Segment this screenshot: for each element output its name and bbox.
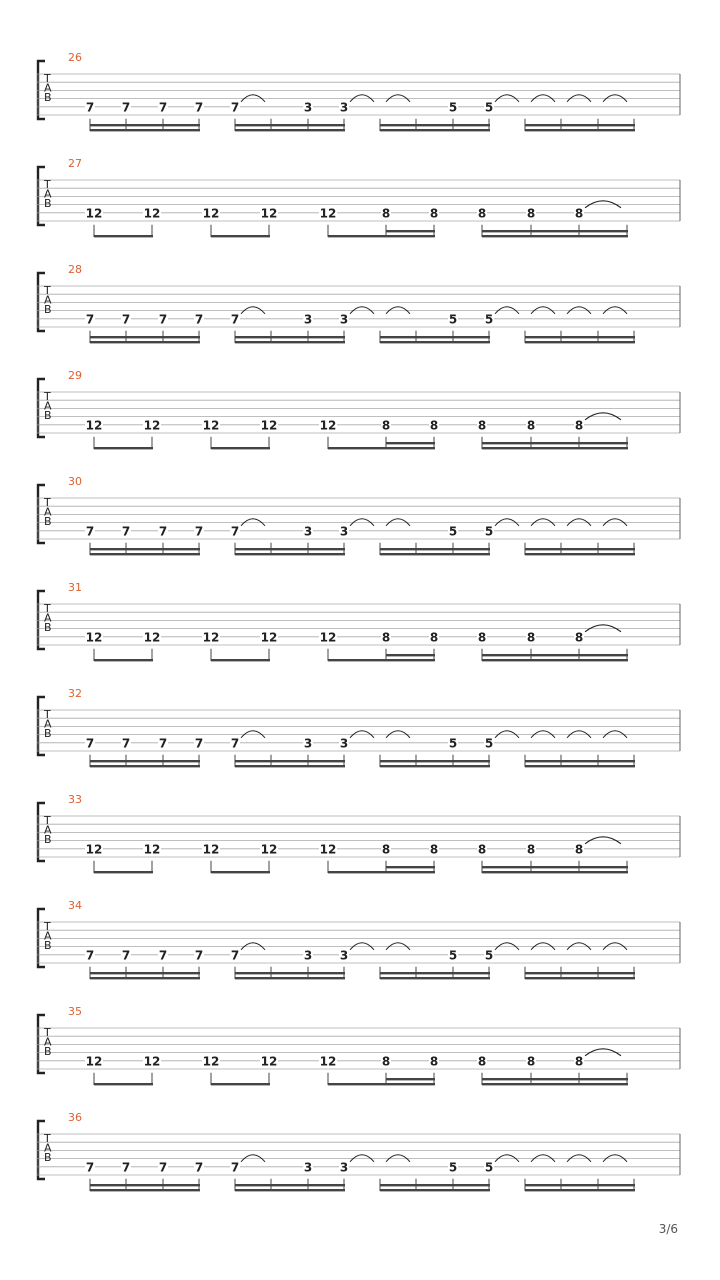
fret-number: 12 <box>319 206 337 221</box>
fret-number: 7 <box>194 524 204 539</box>
fret-number: 12 <box>85 1054 103 1069</box>
measure-number: 26 <box>68 51 82 64</box>
tab-system <box>37 369 680 449</box>
fret-number: 12 <box>85 630 103 645</box>
fret-number: 8 <box>477 842 487 857</box>
beam-secondary <box>525 548 635 550</box>
fret-number: 12 <box>143 206 161 221</box>
measure-number: 32 <box>68 687 82 700</box>
tab-clef-letter: B <box>44 91 52 105</box>
beam-secondary <box>90 1184 200 1186</box>
tab-clef-letter: A <box>44 1035 52 1049</box>
beam <box>94 1083 153 1085</box>
beam <box>94 871 153 873</box>
beam <box>328 871 435 873</box>
tab-clef-letter: A <box>44 293 52 307</box>
fret-number: 8 <box>429 1054 439 1069</box>
fret-number: 12 <box>202 1054 220 1069</box>
beam <box>235 1189 345 1191</box>
beam-secondary <box>235 972 345 974</box>
fret-number: 12 <box>319 842 337 857</box>
beam <box>380 341 490 343</box>
fret-number: 8 <box>381 630 391 645</box>
fret-number: 3 <box>339 100 349 115</box>
beam-secondary <box>380 124 490 126</box>
beam-secondary <box>386 442 435 444</box>
tab-clef-letter: A <box>44 187 52 201</box>
fret-number: 5 <box>484 524 494 539</box>
fret-number: 7 <box>85 524 95 539</box>
tab-clef-letter: A <box>44 823 52 837</box>
fret-number: 8 <box>477 418 487 433</box>
fret-number: 7 <box>230 1160 240 1175</box>
tab-clef-letter: T <box>44 1132 51 1145</box>
tab-clef-letter: B <box>44 621 52 635</box>
fret-number: 8 <box>381 206 391 221</box>
tab-clef-letter: B <box>44 833 52 847</box>
beam <box>94 447 153 449</box>
fret-number: 7 <box>230 100 240 115</box>
measure-number: 27 <box>68 157 82 170</box>
fret-number: 8 <box>526 1054 536 1069</box>
fret-number: 12 <box>202 418 220 433</box>
fret-number: 3 <box>339 736 349 751</box>
tab-clef-letter: T <box>44 284 51 297</box>
beam <box>525 1189 635 1191</box>
beam-secondary <box>525 124 635 126</box>
fret-number: 7 <box>194 736 204 751</box>
beam <box>328 235 435 237</box>
beam-secondary <box>235 124 345 126</box>
beam-secondary <box>380 1184 490 1186</box>
fret-number: 8 <box>477 630 487 645</box>
beam <box>94 659 153 661</box>
fret-number: 7 <box>230 948 240 963</box>
tab-clef-letter: A <box>44 717 52 731</box>
beam <box>380 553 490 555</box>
fret-number: 12 <box>202 206 220 221</box>
beam <box>211 871 270 873</box>
beam-secondary <box>380 760 490 762</box>
beam-secondary <box>380 972 490 974</box>
tab-clef-letter: T <box>44 496 51 509</box>
beam-secondary <box>90 336 200 338</box>
tab-clef-letter: A <box>44 929 52 943</box>
measure-number: 34 <box>68 899 82 912</box>
fret-number: 3 <box>339 1160 349 1175</box>
beam <box>525 553 635 555</box>
measure-number: 31 <box>68 581 82 594</box>
fret-number: 5 <box>448 312 458 327</box>
beam <box>235 977 345 979</box>
beam <box>328 659 435 661</box>
fret-number: 8 <box>381 418 391 433</box>
tab-clef-letter: A <box>44 399 52 413</box>
fret-number: 8 <box>477 1054 487 1069</box>
tab-clef-letter: T <box>44 708 51 721</box>
fret-number: 12 <box>319 630 337 645</box>
fret-number: 8 <box>429 418 439 433</box>
tab-system <box>37 51 680 131</box>
fret-number: 8 <box>574 418 584 433</box>
fret-number: 12 <box>260 1054 278 1069</box>
fret-number: 5 <box>448 948 458 963</box>
beam <box>380 977 490 979</box>
fret-number: 8 <box>526 842 536 857</box>
beam <box>90 129 200 131</box>
fret-number: 12 <box>260 418 278 433</box>
fret-number: 12 <box>85 206 103 221</box>
fret-number: 3 <box>303 100 313 115</box>
beam-secondary <box>482 1078 628 1080</box>
fret-number: 12 <box>143 1054 161 1069</box>
beam <box>235 341 345 343</box>
fret-number: 12 <box>260 842 278 857</box>
tab-system <box>37 687 680 767</box>
beam-secondary <box>525 972 635 974</box>
measure-number: 35 <box>68 1005 82 1018</box>
fret-number: 3 <box>303 312 313 327</box>
beam-secondary <box>90 548 200 550</box>
fret-number: 8 <box>574 630 584 645</box>
fret-number: 7 <box>85 948 95 963</box>
beam <box>90 1189 200 1191</box>
beam-secondary <box>90 972 200 974</box>
beam <box>328 1083 435 1085</box>
fret-number: 8 <box>574 1054 584 1069</box>
beam-secondary <box>386 654 435 656</box>
fret-number: 8 <box>429 630 439 645</box>
fret-number: 7 <box>158 100 168 115</box>
beam <box>90 765 200 767</box>
measure-number: 33 <box>68 793 82 806</box>
fret-number: 8 <box>429 842 439 857</box>
fret-number: 3 <box>339 312 349 327</box>
beam-secondary <box>525 336 635 338</box>
beam <box>235 129 345 131</box>
fret-number: 12 <box>143 418 161 433</box>
beam-secondary <box>90 760 200 762</box>
tab-clef-letter: B <box>44 409 52 423</box>
measure-number: 28 <box>68 263 82 276</box>
tab-clef-letter: B <box>44 727 52 741</box>
beam-secondary <box>386 230 435 232</box>
fret-number: 3 <box>339 948 349 963</box>
tab-clef-letter: B <box>44 1045 52 1059</box>
fret-number: 12 <box>85 842 103 857</box>
fret-number: 5 <box>484 948 494 963</box>
fret-number: 7 <box>194 1160 204 1175</box>
tab-clef-letter: T <box>44 814 51 827</box>
beam-secondary <box>386 866 435 868</box>
measure-number: 29 <box>68 369 82 382</box>
tab-clef-letter: T <box>44 178 51 191</box>
beam <box>380 129 490 131</box>
fret-number: 5 <box>484 1160 494 1175</box>
fret-number: 7 <box>121 736 131 751</box>
beam-secondary <box>386 1078 435 1080</box>
beam <box>525 341 635 343</box>
fret-number: 5 <box>484 736 494 751</box>
fret-number: 12 <box>202 842 220 857</box>
beam-secondary <box>90 124 200 126</box>
fret-number: 12 <box>143 630 161 645</box>
tab-system <box>37 581 680 661</box>
tab-clef-letter: B <box>44 939 52 953</box>
tab-system <box>37 1005 680 1085</box>
tab-system <box>37 899 680 979</box>
page-number: 3/6 <box>658 1222 678 1236</box>
fret-number: 8 <box>574 206 584 221</box>
fret-number: 7 <box>121 524 131 539</box>
fret-number: 5 <box>484 312 494 327</box>
beam-secondary <box>235 1184 345 1186</box>
fret-number: 7 <box>121 948 131 963</box>
beam-secondary <box>482 442 628 444</box>
beam <box>525 765 635 767</box>
beam <box>380 765 490 767</box>
fret-number: 7 <box>158 1160 168 1175</box>
fret-number: 8 <box>429 206 439 221</box>
fret-number: 5 <box>448 100 458 115</box>
tab-system <box>37 263 680 343</box>
fret-number: 7 <box>194 100 204 115</box>
beam-secondary <box>482 654 628 656</box>
fret-number: 7 <box>194 312 204 327</box>
tab-clef-letter: A <box>44 505 52 519</box>
beam <box>525 977 635 979</box>
fret-number: 12 <box>319 1054 337 1069</box>
fret-number: 8 <box>526 630 536 645</box>
fret-number: 12 <box>260 206 278 221</box>
tab-clef-letter: A <box>44 1141 52 1155</box>
beam-secondary <box>235 548 345 550</box>
fret-number: 7 <box>85 312 95 327</box>
fret-number: 12 <box>260 630 278 645</box>
fret-number: 3 <box>303 948 313 963</box>
beam <box>482 447 628 449</box>
tab-system <box>37 475 680 555</box>
fret-number: 12 <box>143 842 161 857</box>
fret-number: 12 <box>85 418 103 433</box>
beam-secondary <box>525 1184 635 1186</box>
beam <box>211 447 270 449</box>
tab-clef-letter: B <box>44 303 52 317</box>
fret-number: 7 <box>158 948 168 963</box>
fret-number: 8 <box>381 842 391 857</box>
fret-number: 3 <box>303 1160 313 1175</box>
tab-clef-letter: T <box>44 72 51 85</box>
fret-number: 8 <box>526 206 536 221</box>
beam-secondary <box>482 866 628 868</box>
tab-clef-letter: T <box>44 390 51 403</box>
beam <box>94 235 153 237</box>
tab-clef-letter: B <box>44 515 52 529</box>
fret-number: 5 <box>448 1160 458 1175</box>
fret-number: 7 <box>158 736 168 751</box>
fret-number: 12 <box>202 630 220 645</box>
beam <box>525 129 635 131</box>
fret-number: 7 <box>121 312 131 327</box>
beam <box>90 341 200 343</box>
fret-number: 8 <box>477 206 487 221</box>
fret-number: 3 <box>339 524 349 539</box>
tab-clef-letter: A <box>44 81 52 95</box>
tab-clef-letter: A <box>44 611 52 625</box>
fret-number: 7 <box>230 736 240 751</box>
beam-secondary <box>380 548 490 550</box>
tab-system <box>37 1111 680 1191</box>
fret-number: 7 <box>85 736 95 751</box>
beam <box>235 765 345 767</box>
tab-clef-letter: T <box>44 602 51 615</box>
tab-clef-letter: B <box>44 197 52 211</box>
tab-system <box>37 157 680 237</box>
beam-secondary <box>235 336 345 338</box>
beam <box>90 977 200 979</box>
fret-number: 3 <box>303 736 313 751</box>
fret-number: 7 <box>85 100 95 115</box>
fret-number: 7 <box>158 312 168 327</box>
beam-secondary <box>482 230 628 232</box>
beam <box>482 1083 628 1085</box>
tab-clef-letter: T <box>44 920 51 933</box>
measure-number: 36 <box>68 1111 82 1124</box>
beam <box>235 553 345 555</box>
fret-number: 12 <box>319 418 337 433</box>
fret-number: 7 <box>194 948 204 963</box>
fret-number: 7 <box>121 100 131 115</box>
beam-secondary <box>380 336 490 338</box>
fret-number: 5 <box>448 524 458 539</box>
beam <box>482 871 628 873</box>
beam <box>211 1083 270 1085</box>
tab-system <box>37 793 680 873</box>
fret-number: 7 <box>121 1160 131 1175</box>
beam-secondary <box>235 760 345 762</box>
beam <box>211 235 270 237</box>
fret-number: 8 <box>574 842 584 857</box>
fret-number: 5 <box>484 100 494 115</box>
fret-number: 5 <box>448 736 458 751</box>
fret-number: 8 <box>526 418 536 433</box>
beam <box>90 553 200 555</box>
beam <box>482 659 628 661</box>
beam <box>482 235 628 237</box>
fret-number: 3 <box>303 524 313 539</box>
measure-number: 30 <box>68 475 82 488</box>
fret-number: 7 <box>230 312 240 327</box>
beam <box>380 1189 490 1191</box>
beam <box>211 659 270 661</box>
fret-number: 7 <box>85 1160 95 1175</box>
tab-clef-letter: T <box>44 1026 51 1039</box>
fret-number: 8 <box>381 1054 391 1069</box>
fret-number: 7 <box>158 524 168 539</box>
beam <box>328 447 435 449</box>
beam-secondary <box>525 760 635 762</box>
fret-number: 7 <box>230 524 240 539</box>
tab-clef-letter: B <box>44 1151 52 1165</box>
